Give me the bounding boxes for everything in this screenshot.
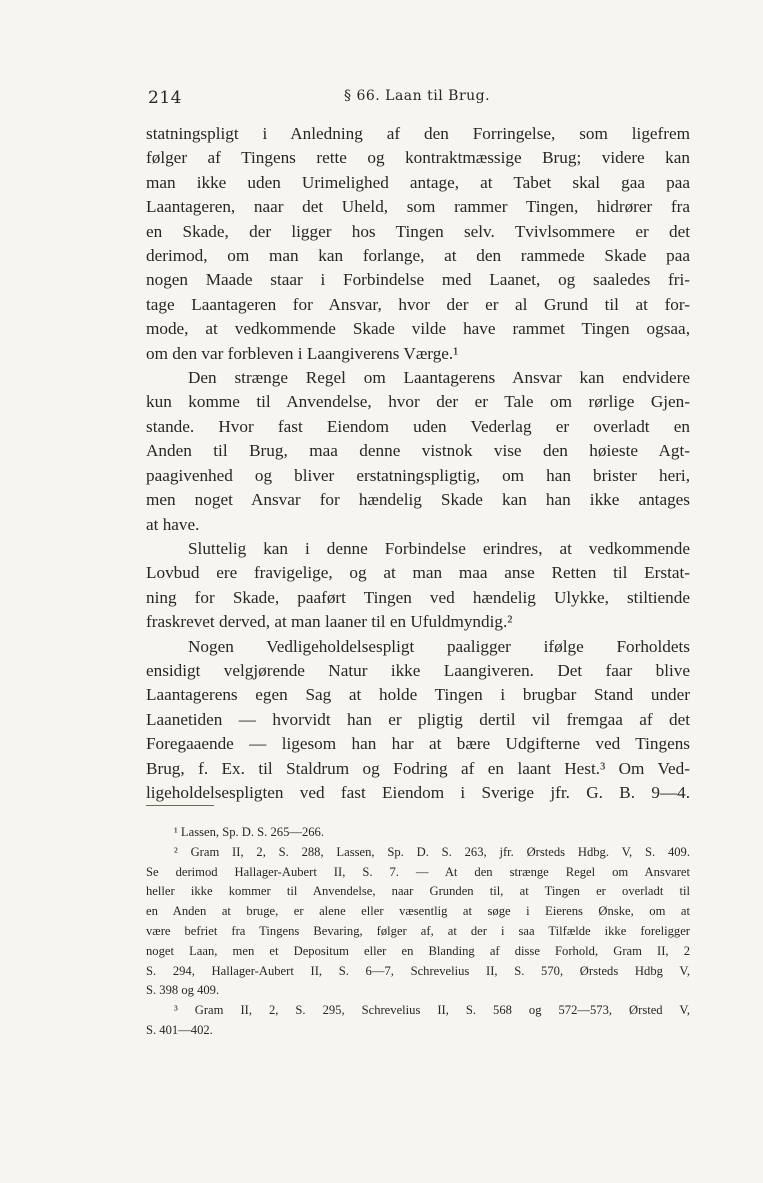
footnote-line: Se derimod Hallager-Aubert II, S. 7. — At den strænge Regel om Ansvaret — [146, 864, 690, 879]
footnote-line: ¹ Lassen, Sp. D. S. 265—266. — [174, 825, 325, 839]
body-line: Foregaaende — ligesom han har at bære Udgifterne ved Tingens — [146, 734, 690, 754]
footnotes — [146, 823, 690, 1041]
footnote-line: S. 398 og 409. — [146, 983, 220, 998]
body-line: Laanetiden — hvorvidt han er pligtig dertil vil fremgaa af det — [146, 709, 690, 729]
body-line: tage Laantageren for Ansvar, hvor der er al Grund til at for- — [146, 294, 690, 314]
body-line: ligeholdelsespligten ved fast Eiendom i Sverige jfr. G. B. 9—4. — [146, 782, 690, 802]
body-line: paagivenhed og bliver erstatningspligtig, om han brister heri, — [146, 465, 690, 485]
body-line: en Skade, der ligger hos Tingen selv. Tvivlsommere er det — [146, 221, 690, 241]
body-line: at have. — [146, 514, 200, 534]
body-line: statningspligt i Anledning af den Forringelse, som ligefrem — [146, 124, 690, 143]
body-line: men noget Ansvar for hændelig Skade kan han ikke antages — [146, 490, 690, 510]
footnote-line: S. 294, Hallager-Aubert II, S. 6—7, Schrevelius II, S. 570, Ørsteds Hdbg V, — [146, 963, 690, 978]
body-line: følger af Tingens rette og kontraktmæssige Brug; videre kan — [146, 148, 690, 168]
body-line: stande. Hvor fast Eiendom uden Vederlag er overladt en — [146, 416, 690, 436]
body-line: Nogen Vedligeholdelsespligt paaligger ifølge Forholdets — [188, 636, 690, 656]
footnote-line: være befriet fra Tingens Bevaring, følger af, at der i saa Tilfælde ikke foreligger — [146, 923, 690, 938]
footnote-line: en Anden at bruge, er alene eller væsentlig at søge i Eierens Ønske, om at — [146, 904, 690, 919]
body-line: mode, at vedkommende Skade vilde have rammet Tingen ogsaa, — [146, 319, 690, 339]
body-line: Den strænge Regel om Laantagerens Ansvar kan endvidere — [188, 368, 690, 388]
body-text — [146, 122, 690, 805]
body-line: fraskrevet derved, at man laaner til en Ufuldmyndig.² — [146, 612, 513, 632]
body-line: ning for Skade, paaført Tingen ved hændelig Ulykke, stiltiende — [146, 587, 690, 607]
footnote-line: ³ Gram II, 2, S. 295, Schrevelius II, S. 568 og 572—573, Ørsted V, — [174, 1003, 690, 1018]
body-line: Lovbud ere fravigelige, og at man maa anse Retten til Erstat- — [146, 563, 690, 583]
page-number: 214 — [148, 88, 182, 108]
running-title: § 66. Laan til Brug. — [344, 88, 491, 104]
body-line: nogen Maade staar i Forbindelse med Laanet, og saaledes fri- — [146, 270, 690, 290]
footnote-line: heller ikke kommer til Anvendelse, naar Grunden til, at Tingen er overladt til — [146, 884, 690, 899]
body-line: kun komme til Anvendelse, hvor der er Tale om rørlige Gjen- — [146, 392, 690, 412]
body-line: Anden til Brug, maa denne vistnok vise den høieste Agt- — [146, 441, 690, 461]
body-line: derimod, om man kan forlange, at den rammede Skade paa — [146, 246, 690, 266]
body-line: Laantageren, naar det Uheld, som rammer Tingen, hidrører fra — [146, 197, 690, 217]
body-line: Brug, f. Ex. til Staldrum og Fodring af en laant Hest.³ Om Ved- — [146, 758, 690, 778]
body-line: Laantagerens egen Sag at holde Tingen i brugbar Stand under — [146, 685, 690, 705]
footnote-line: S. 401—402. — [146, 1022, 213, 1037]
footnote-divider — [146, 805, 214, 806]
footnote-line: ² Gram II, 2, S. 288, Lassen, Sp. D. S. 263, jfr. Ørsteds Hdbg. V, S. 409. — [174, 844, 690, 859]
body-line: Sluttelig kan i denne Forbindelse erindres, at vedkommende — [188, 538, 690, 558]
body-line: ensidigt velgjørende Natur ikke Laangiveren. Det faar blive — [146, 660, 690, 680]
footnote-line: noget Laan, men et Depositum eller en Blanding af disse Forhold, Gram II, 2 — [146, 943, 690, 958]
body-line: om den var forbleven i Laangiverens Værge.¹ — [146, 343, 459, 363]
body-line: man ikke uden Urimelighed antage, at Tabet skal gaa paa — [146, 172, 690, 192]
